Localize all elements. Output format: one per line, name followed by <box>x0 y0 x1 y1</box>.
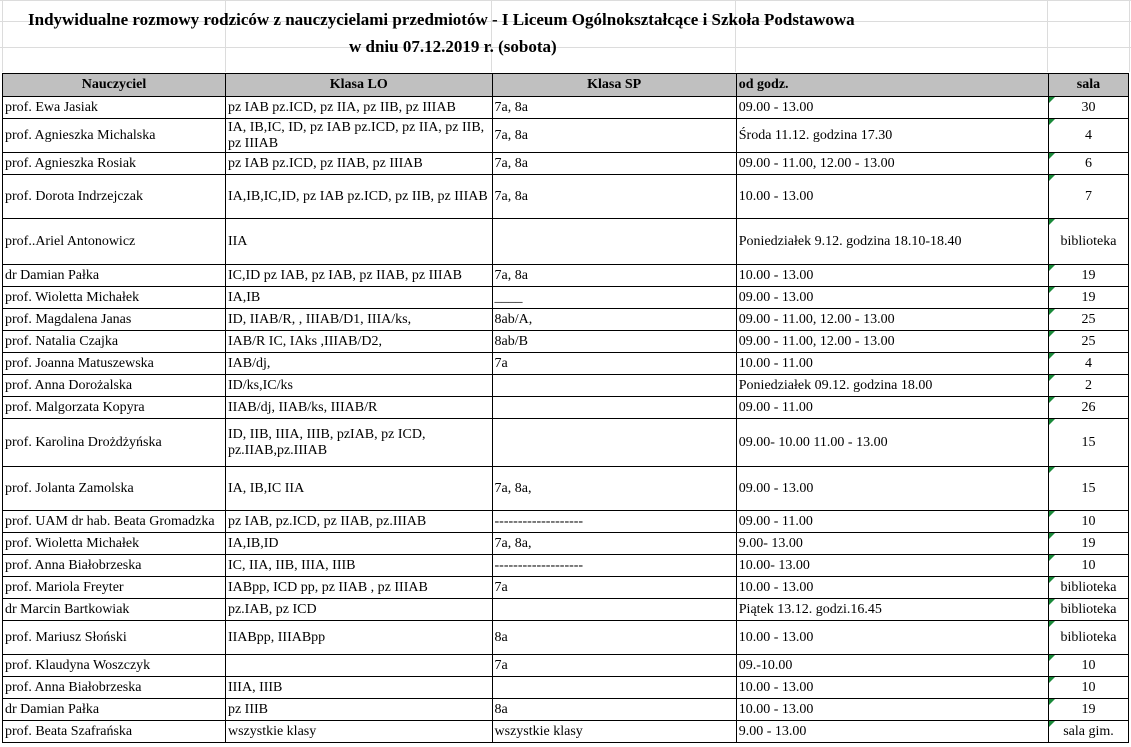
table-row <box>3 655 1129 677</box>
table-row <box>3 375 1129 397</box>
teacher-cell[interactable]: prof. Mariusz Słoński <box>3 621 226 655</box>
class-lo-cell[interactable]: ID, IIB, IIIA, IIIB, pzIAB, pz ICD, pz.IIAB,pz.IIIAB <box>225 419 492 467</box>
room-cell[interactable]: 19 <box>1048 287 1128 309</box>
class-lo-cell[interactable]: IA, IB,IC, ID, pz IAB pz.ICD, pz IIA, pz IIB, pz IIIAB <box>225 119 492 153</box>
room-cell[interactable]: biblioteka <box>1048 599 1128 621</box>
class-lo-cell[interactable]: pz.IAB, pz ICD <box>225 599 492 621</box>
table-body <box>3 97 1129 743</box>
document-subtitle-date: w dniu 07.12.2019 r. (sobota) <box>349 37 557 56</box>
teacher-cell[interactable]: prof..Ariel Antonowicz <box>3 219 226 265</box>
time-cell[interactable]: Poniedziałek 9.12. godzina 18.10-18.40 <box>736 219 1048 265</box>
class-sp-cell[interactable]: ____ <box>492 287 736 309</box>
table-header-row <box>3 74 1129 97</box>
class-lo-cell[interactable]: pz IAB, pz.ICD, pz IIAB, pz.IIIAB <box>225 511 492 533</box>
time-cell[interactable]: 09.00 - 13.00 <box>736 287 1048 309</box>
class-lo-cell[interactable]: IC, IIA, IIB, IIIA, IIIB <box>225 555 492 577</box>
class-lo-cell[interactable]: IA,IB,IC,ID, pz IAB pz.ICD, pz IIB, pz IIIAB <box>225 175 492 219</box>
room-cell[interactable]: 6 <box>1048 153 1128 175</box>
time-cell[interactable]: 10.00 - 13.00 <box>736 265 1048 287</box>
class-sp-cell[interactable]: 7a <box>492 655 736 677</box>
teacher-cell[interactable]: prof. Dorota Indrzejczak <box>3 175 226 219</box>
table-row <box>3 555 1129 577</box>
teacher-cell[interactable]: prof. Anna Dorożalska <box>3 375 226 397</box>
table-row <box>3 467 1129 511</box>
room-cell[interactable]: 19 <box>1048 699 1128 721</box>
room-cell[interactable]: sala gim. <box>1048 721 1128 743</box>
table-row <box>3 331 1129 353</box>
class-sp-cell[interactable]: ------------------- <box>492 555 736 577</box>
class-sp-cell[interactable] <box>492 419 736 467</box>
time-cell[interactable]: 9.00 - 13.00 <box>736 721 1048 743</box>
teacher-cell[interactable]: prof. Mariola Freyter <box>3 577 226 599</box>
room-cell[interactable]: 10 <box>1048 511 1128 533</box>
teacher-cell[interactable]: prof. Natalia Czajka <box>3 331 226 353</box>
table-row <box>3 699 1129 721</box>
room-cell[interactable]: 19 <box>1048 265 1128 287</box>
class-lo-cell[interactable]: wszystkie klasy <box>225 721 492 743</box>
time-cell[interactable]: 09.00 - 11.00, 12.00 - 13.00 <box>736 153 1048 175</box>
time-cell[interactable]: Środa 11.12. godzina 17.30 <box>736 119 1048 153</box>
document-header <box>0 0 1131 72</box>
table-row <box>3 287 1129 309</box>
teacher-cell[interactable]: prof. Jolanta Zamolska <box>3 467 226 511</box>
class-sp-cell[interactable]: 8a <box>492 621 736 655</box>
class-sp-cell[interactable]: 8ab/A, <box>492 309 736 331</box>
class-sp-cell[interactable] <box>492 677 736 699</box>
class-lo-cell[interactable]: IA,IB,ID <box>225 533 492 555</box>
class-lo-cell[interactable]: IIABpp, IIIABpp <box>225 621 492 655</box>
teacher-cell[interactable]: prof. Wioletta Michałek <box>3 533 226 555</box>
teacher-cell[interactable]: prof. Wioletta Michałek <box>3 287 226 309</box>
class-sp-cell[interactable] <box>492 397 736 419</box>
teacher-cell[interactable]: dr Damian Pałka <box>3 699 226 721</box>
room-cell[interactable]: 26 <box>1048 397 1128 419</box>
class-lo-cell[interactable]: pz IAB pz.ICD, pz IIAB, pz IIIAB <box>225 153 492 175</box>
time-cell[interactable]: 09.00- 10.00 11.00 - 13.00 <box>736 419 1048 467</box>
class-sp-cell[interactable]: wszystkie klasy <box>492 721 736 743</box>
table-row <box>3 621 1129 655</box>
class-lo-cell[interactable]: pz IAB pz.ICD, pz IIA, pz IIB, pz IIIAB <box>225 97 492 119</box>
time-cell[interactable]: 09.00 - 13.00 <box>736 467 1048 511</box>
table-row <box>3 153 1129 175</box>
column-header-class-lo[interactable]: Klasa LO <box>225 74 492 97</box>
room-cell[interactable]: biblioteka <box>1048 219 1128 265</box>
class-sp-cell[interactable]: 7a <box>492 577 736 599</box>
table-row <box>3 721 1129 743</box>
room-cell[interactable]: 19 <box>1048 533 1128 555</box>
table-row <box>3 419 1129 467</box>
teacher-cell[interactable]: prof. Magdalena Janas <box>3 309 226 331</box>
column-header-teacher[interactable]: Nauczyciel <box>3 74 226 97</box>
teacher-cell[interactable]: prof. Klaudyna Woszczyk <box>3 655 226 677</box>
class-sp-cell[interactable]: 8ab/B <box>492 331 736 353</box>
room-cell[interactable]: 4 <box>1048 119 1128 153</box>
time-cell[interactable]: 09.00 - 11.00, 12.00 - 13.00 <box>736 309 1048 331</box>
table-row <box>3 677 1129 699</box>
time-cell[interactable]: 10.00 - 13.00 <box>736 621 1048 655</box>
class-sp-cell[interactable]: 7a, 8a <box>492 153 736 175</box>
room-cell[interactable]: 25 <box>1048 309 1128 331</box>
class-lo-cell[interactable]: IABpp, ICD pp, pz IIAB , pz IIIAB <box>225 577 492 599</box>
table-row <box>3 353 1129 375</box>
class-lo-cell[interactable]: pz IIIB <box>225 699 492 721</box>
table-row <box>3 577 1129 599</box>
table-row <box>3 265 1129 287</box>
document-title: Indywidualne rozmowy rodziców z nauczycielami przedmiotów - I Liceum Ogólnokształcące i Szkoła Podstawowa <box>28 10 855 29</box>
table-row <box>3 119 1129 153</box>
time-cell[interactable]: Poniedziałek 09.12. godzina 18.00 <box>736 375 1048 397</box>
teacher-cell[interactable]: prof. UAM dr hab. Beata Gromadzka <box>3 511 226 533</box>
table-row <box>3 599 1129 621</box>
room-cell[interactable]: biblioteka <box>1048 577 1128 599</box>
column-header-class-sp[interactable]: Klasa SP <box>492 74 736 97</box>
time-cell[interactable]: Piątek 13.12. godzi.16.45 <box>736 599 1048 621</box>
room-cell[interactable]: 15 <box>1048 467 1128 511</box>
class-sp-cell[interactable]: 7a, 8a <box>492 265 736 287</box>
time-cell[interactable]: 09.00 - 13.00 <box>736 97 1048 119</box>
table-row <box>3 219 1129 265</box>
class-lo-cell[interactable]: ID/ks,IC/ks <box>225 375 492 397</box>
room-cell[interactable]: 10 <box>1048 655 1128 677</box>
class-sp-cell[interactable]: 7a, 8a <box>492 97 736 119</box>
schedule-table <box>2 73 1129 743</box>
time-cell[interactable]: 10.00 - 11.00 <box>736 353 1048 375</box>
class-sp-cell[interactable]: 7a, 8a, <box>492 533 736 555</box>
room-cell[interactable]: 30 <box>1048 97 1128 119</box>
class-lo-cell[interactable] <box>225 655 492 677</box>
time-cell[interactable]: 09.00 - 11.00 <box>736 511 1048 533</box>
class-sp-cell[interactable]: 8a <box>492 699 736 721</box>
room-cell[interactable]: 4 <box>1048 353 1128 375</box>
class-sp-cell[interactable] <box>492 375 736 397</box>
teacher-cell[interactable]: prof. Anna Białobrzeska <box>3 555 226 577</box>
class-sp-cell[interactable]: 7a, 8a <box>492 175 736 219</box>
class-sp-cell[interactable] <box>492 219 736 265</box>
room-cell[interactable]: 15 <box>1048 419 1128 467</box>
class-lo-cell[interactable]: IAB/R IC, IAks ,IIIAB/D2, <box>225 331 492 353</box>
teacher-cell[interactable]: prof. Ewa Jasiak <box>3 97 226 119</box>
column-header-room[interactable]: sala <box>1048 74 1128 97</box>
teacher-cell[interactable]: prof. Karolina Drożdżyńska <box>3 419 226 467</box>
teacher-cell[interactable]: prof. Beata Szafrańska <box>3 721 226 743</box>
class-lo-cell[interactable]: IIAB/dj, IIAB/ks, IIIAB/R <box>225 397 492 419</box>
teacher-cell[interactable]: prof. Joanna Matuszewska <box>3 353 226 375</box>
class-sp-cell[interactable] <box>492 599 736 621</box>
room-cell[interactable]: biblioteka <box>1048 621 1128 655</box>
class-sp-cell[interactable]: 7a <box>492 353 736 375</box>
table-row <box>3 175 1129 219</box>
teacher-cell[interactable]: dr Damian Pałka <box>3 265 226 287</box>
time-cell[interactable]: 09.-10.00 <box>736 655 1048 677</box>
room-cell[interactable]: 2 <box>1048 375 1128 397</box>
time-cell[interactable]: 09.00 - 11.00, 12.00 - 13.00 <box>736 331 1048 353</box>
class-lo-cell[interactable]: IC,ID pz IAB, pz IAB, pz IIAB, pz IIIAB <box>225 265 492 287</box>
class-lo-cell[interactable]: IAB/dj, <box>225 353 492 375</box>
table-row <box>3 97 1129 119</box>
teacher-cell[interactable]: prof. Agnieszka Michalska <box>3 119 226 153</box>
table-row <box>3 309 1129 331</box>
teacher-cell[interactable]: prof. Agnieszka Rosiak <box>3 153 226 175</box>
teacher-cell[interactable]: prof. Malgorzata Kopyra <box>3 397 226 419</box>
teacher-cell[interactable]: prof. Anna Białobrzeska <box>3 677 226 699</box>
class-sp-cell[interactable]: 7a, 8a, <box>492 467 736 511</box>
table-row <box>3 533 1129 555</box>
room-cell[interactable]: 7 <box>1048 175 1128 219</box>
teacher-cell[interactable]: dr Marcin Bartkowiak <box>3 599 226 621</box>
class-lo-cell[interactable]: IA, IB,IC IIA <box>225 467 492 511</box>
time-cell[interactable]: 10.00 - 13.00 <box>736 677 1048 699</box>
class-lo-cell[interactable]: IIA <box>225 219 492 265</box>
room-cell[interactable]: 10 <box>1048 555 1128 577</box>
table-row <box>3 511 1129 533</box>
class-lo-cell[interactable]: IIIA, IIIB <box>225 677 492 699</box>
class-lo-cell[interactable]: ID, IIAB/R, , IIIAB/D1, IIIA/ks, <box>225 309 492 331</box>
time-cell[interactable]: 10.00- 13.00 <box>736 555 1048 577</box>
column-header-time[interactable]: od godz. <box>736 74 1048 97</box>
time-cell[interactable]: 10.00 - 13.00 <box>736 577 1048 599</box>
time-cell[interactable]: 10.00 - 13.00 <box>736 699 1048 721</box>
time-cell[interactable]: 09.00 - 11.00 <box>736 397 1048 419</box>
class-sp-cell[interactable]: ------------------- <box>492 511 736 533</box>
room-cell[interactable]: 10 <box>1048 677 1128 699</box>
class-sp-cell[interactable]: 7a, 8a <box>492 119 736 153</box>
class-lo-cell[interactable]: IA,IB <box>225 287 492 309</box>
time-cell[interactable]: 9.00- 13.00 <box>736 533 1048 555</box>
room-cell[interactable]: 25 <box>1048 331 1128 353</box>
table-row <box>3 397 1129 419</box>
time-cell[interactable]: 10.00 - 13.00 <box>736 175 1048 219</box>
